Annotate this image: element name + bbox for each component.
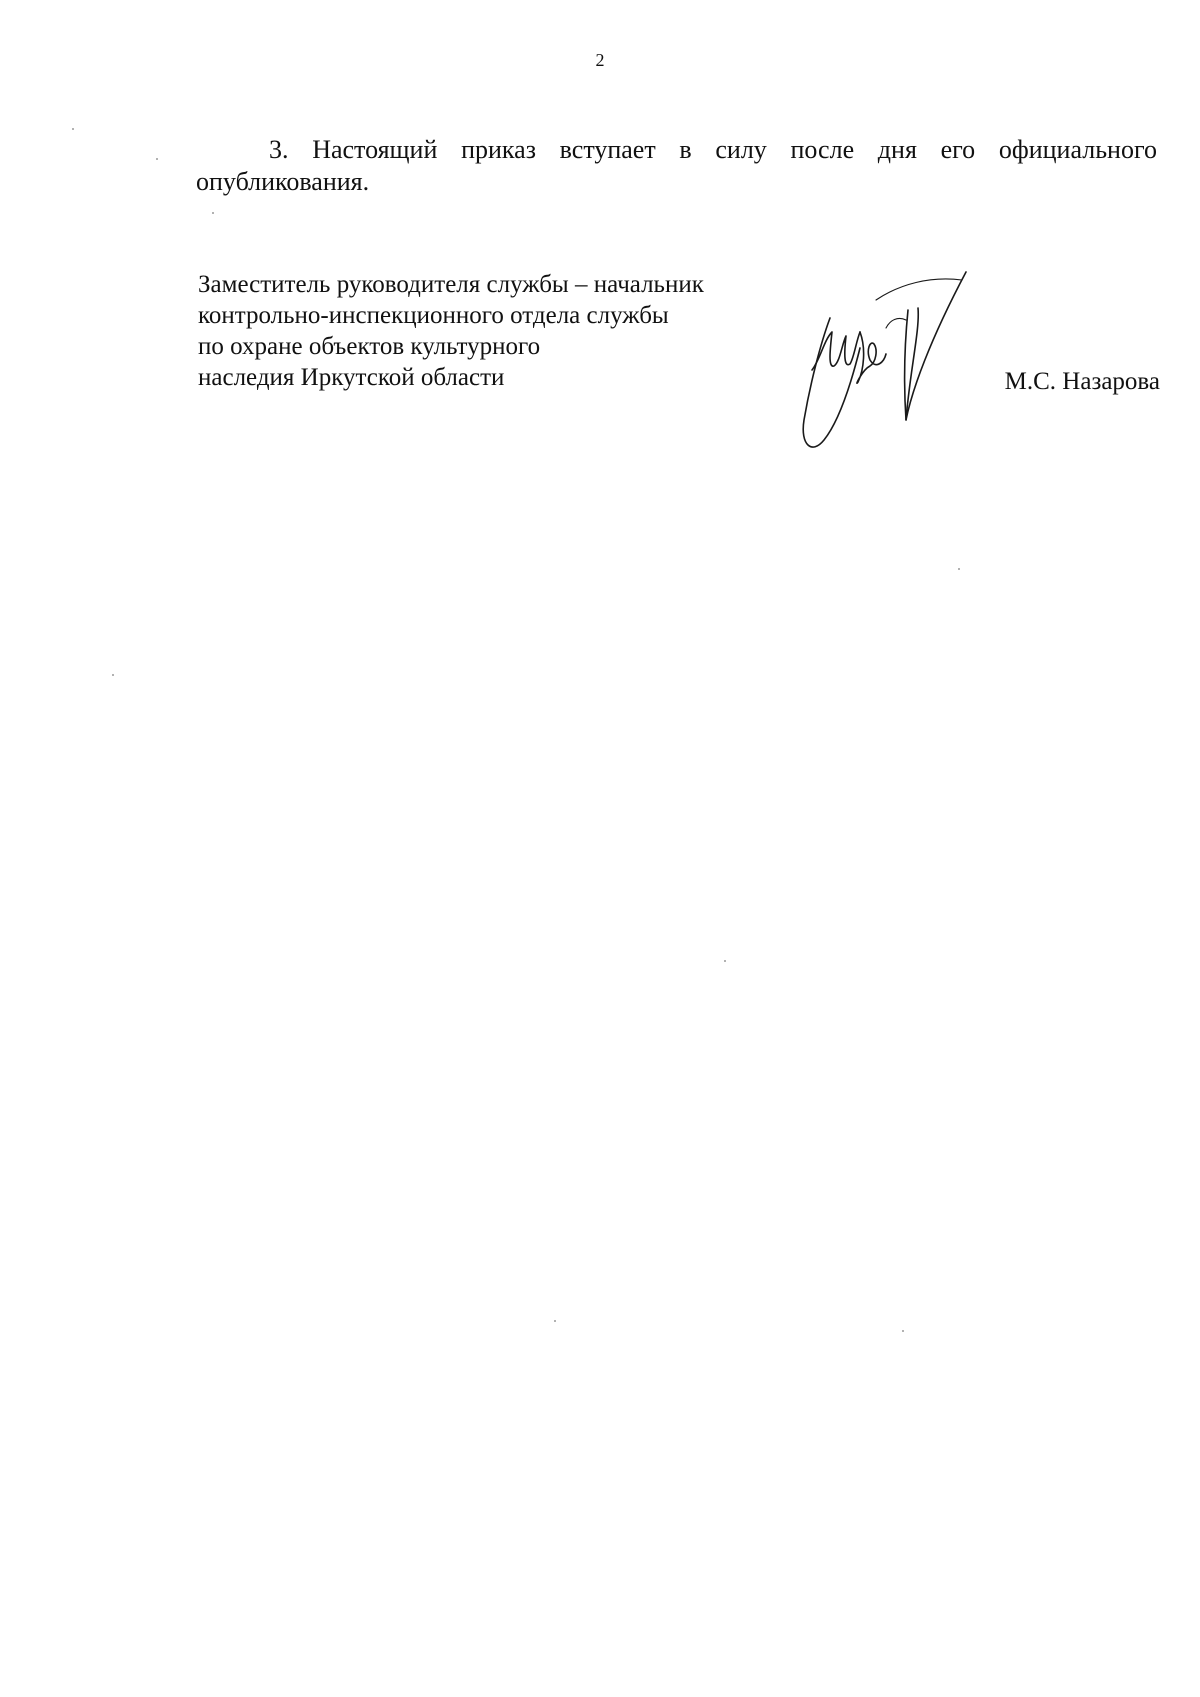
scan-speck bbox=[212, 212, 214, 214]
scan-speck bbox=[958, 568, 960, 570]
signer-position-line: наследия Иркутской области bbox=[198, 364, 505, 391]
page-number: 2 bbox=[595, 50, 605, 70]
handwritten-signature-icon bbox=[790, 270, 980, 460]
scan-speck bbox=[554, 1320, 556, 1322]
scan-speck bbox=[902, 1330, 904, 1332]
scan-speck bbox=[724, 960, 726, 962]
signer-name: М.С. Назарова bbox=[1004, 368, 1160, 395]
clause-3-text: 3. Настоящий приказ вступает в силу после дня его официального опубликования. bbox=[196, 135, 1157, 196]
signer-position bbox=[198, 269, 758, 393]
scan-speck bbox=[72, 128, 74, 130]
signer-position-line: по охране объектов культурного bbox=[198, 333, 541, 360]
signer-position-line: Заместитель руководителя службы – начальник bbox=[198, 271, 704, 298]
signer-position-line: контрольно-инспекционного отдела службы bbox=[198, 302, 669, 329]
scan-speck bbox=[112, 674, 114, 676]
scan-speck bbox=[156, 158, 158, 160]
